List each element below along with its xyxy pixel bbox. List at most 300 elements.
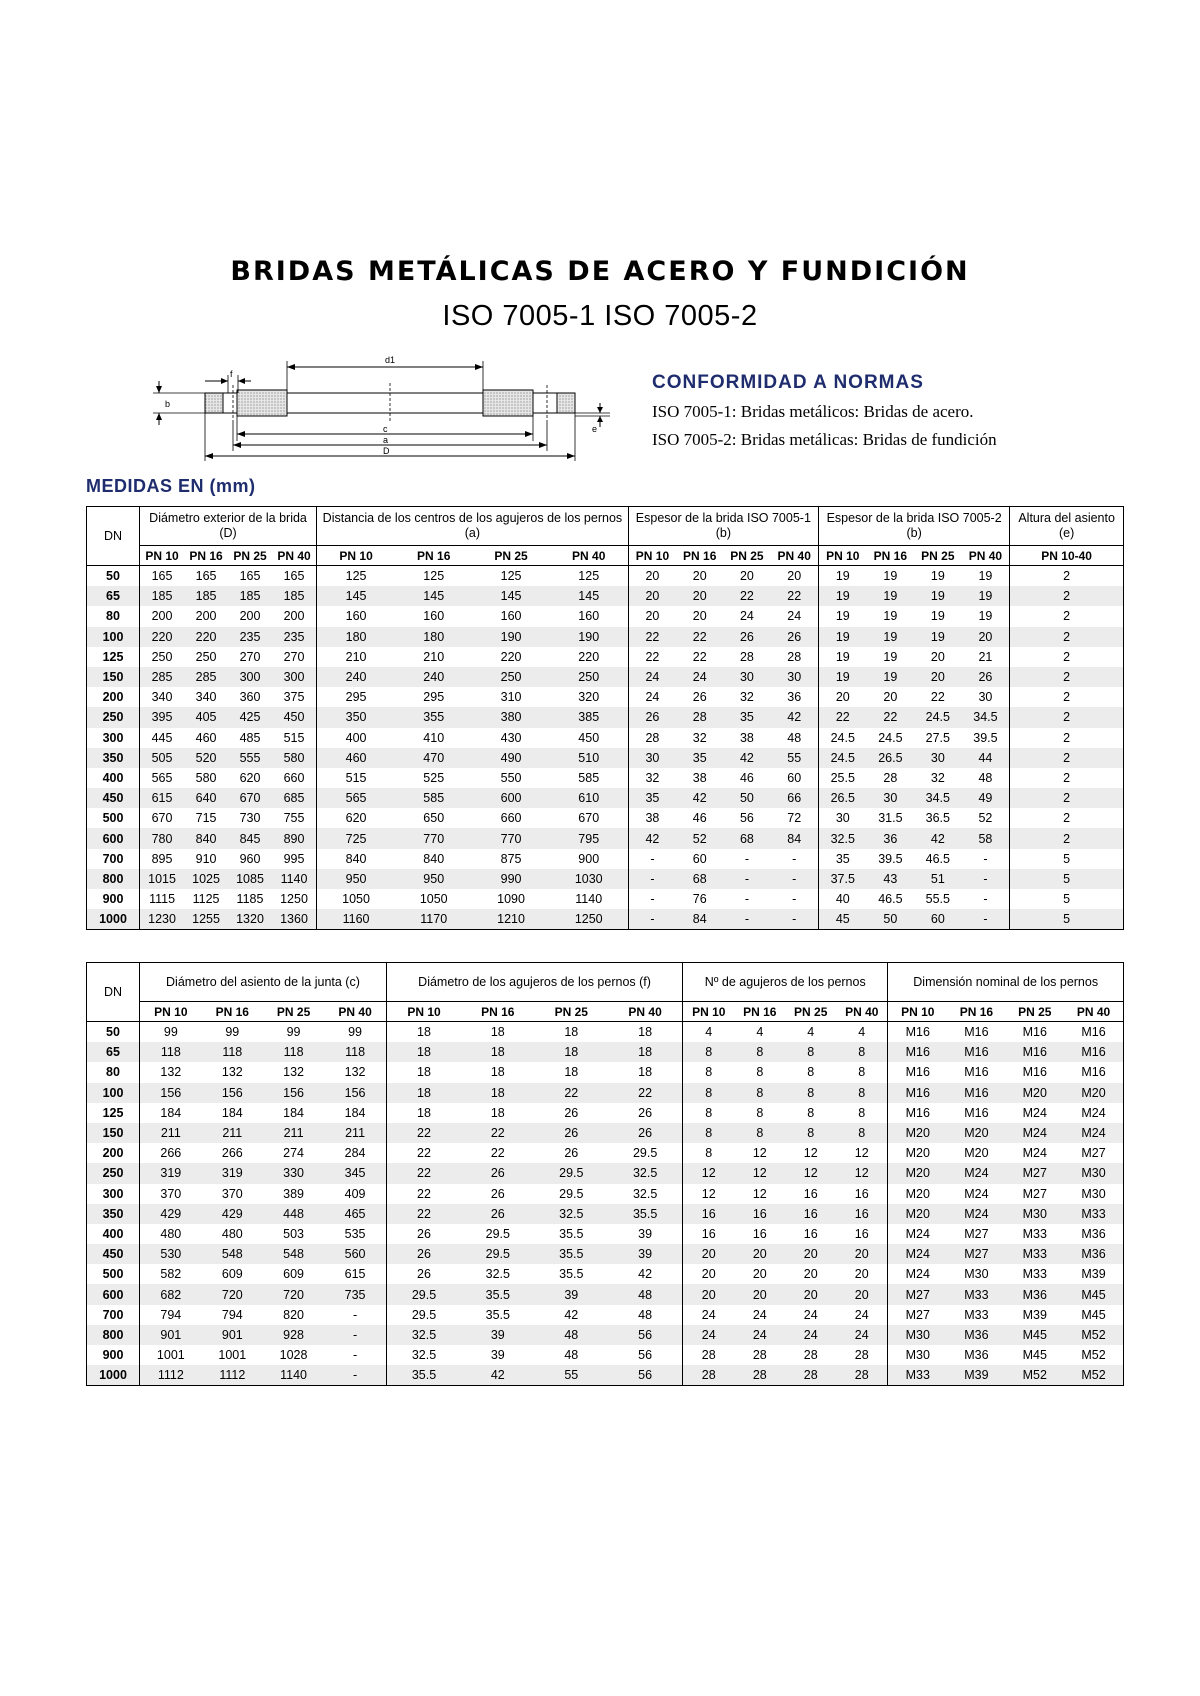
table-cell: 26 <box>386 1244 461 1264</box>
table-cell: M52 <box>1064 1325 1123 1345</box>
table-cell: 42 <box>461 1365 535 1386</box>
table-cell: 48 <box>771 728 819 748</box>
conformidad-section <box>652 372 1152 458</box>
table-cell: 156 <box>202 1083 263 1103</box>
table-cell: 409 <box>324 1184 386 1204</box>
table-cell: 35.5 <box>386 1365 461 1386</box>
dn-cell: 125 <box>87 647 140 667</box>
table-cell: 5 <box>1010 869 1124 889</box>
table-cell: 132 <box>140 1062 202 1082</box>
table-cell: 165 <box>195 569 217 584</box>
table-cell: M16 <box>947 1083 1005 1103</box>
table-cell: 38 <box>628 808 676 828</box>
table-cell: 118 <box>263 1042 324 1062</box>
table-cell: 50 <box>723 788 770 808</box>
table-cell: 794 <box>140 1305 202 1325</box>
table-cell: 360 <box>239 690 261 705</box>
dn-cell: 400 <box>87 768 140 788</box>
table-cell: 19 <box>883 569 898 584</box>
table-cell: 385 <box>550 707 629 727</box>
table-cell: M20 <box>964 1146 989 1161</box>
table-row <box>87 667 1124 687</box>
table-cell: 42 <box>914 828 961 848</box>
table-cell: 220 <box>140 627 185 647</box>
table-cell: 22 <box>771 586 819 606</box>
table-cell: 180 <box>317 627 395 647</box>
table-cell: 1230 <box>140 909 185 930</box>
table-cell: 503 <box>283 1226 304 1241</box>
table-cell: 22 <box>723 586 770 606</box>
table-cell: M16 <box>888 1022 947 1043</box>
table-row <box>87 606 1124 626</box>
group-header: Espesor de la brida ISO 7005-1 (b) <box>628 507 818 546</box>
table-cell: 555 <box>228 748 272 768</box>
pn-subheader: PN 16 <box>461 1002 535 1022</box>
table-cell: 56 <box>739 811 754 826</box>
table-cell: M24 <box>1022 1146 1047 1161</box>
table-cell: 19 <box>867 627 914 647</box>
table-cell: M16 <box>947 1042 1005 1062</box>
table-cell: M30 <box>1064 1184 1123 1204</box>
table-row <box>87 1244 1124 1264</box>
pn-subheader: PN 25 <box>535 1002 609 1022</box>
table-cell: M33 <box>1064 1204 1123 1224</box>
table-cell: - <box>628 909 676 930</box>
table-cell: 200 <box>272 606 317 626</box>
table-cell: 29.5 <box>386 1305 461 1325</box>
table-cell: 19 <box>867 667 914 687</box>
table-cell: 18 <box>564 1025 579 1040</box>
table-cell: 525 <box>423 770 445 785</box>
dn-cell: 200 <box>87 687 140 707</box>
table-cell: M33 <box>947 1284 1005 1304</box>
table-cell: 1160 <box>317 909 395 930</box>
table-cell: 22 <box>628 647 676 667</box>
pn-subheader: PN 16 <box>202 1002 263 1022</box>
table-cell: M39 <box>947 1365 1005 1386</box>
table-cell: 1250 <box>272 889 317 909</box>
table-row <box>87 869 1124 889</box>
table-cell: 24 <box>628 687 676 707</box>
table-cell: 84 <box>771 828 819 848</box>
table-cell: 720 <box>202 1284 263 1304</box>
table-cell: M30 <box>888 1325 947 1345</box>
table-cell: 50 <box>867 909 914 930</box>
table-cell: 20 <box>785 1244 836 1264</box>
table-cell: 125 <box>317 566 395 587</box>
table-cell: 8 <box>836 1123 888 1143</box>
table-cell: 20 <box>785 1284 836 1304</box>
table-cell: 24.5 <box>914 707 961 727</box>
table-cell: 28 <box>803 1348 818 1363</box>
table-row <box>87 707 1124 727</box>
table-cell: 184 <box>283 1105 304 1120</box>
table-cell: 55 <box>535 1365 609 1386</box>
table-cell: 22 <box>535 1083 609 1103</box>
table-cell: 725 <box>317 828 395 848</box>
table-cell: 650 <box>423 811 445 826</box>
table-cell: 18 <box>386 1083 461 1103</box>
table-cell: 620 <box>317 808 395 828</box>
table-cell: 16 <box>836 1204 888 1224</box>
table-cell: - <box>962 909 1010 930</box>
table-cell: 720 <box>263 1284 324 1304</box>
table-cell: M30 <box>1064 1163 1123 1183</box>
table-cell: 60 <box>692 851 707 866</box>
table-cell: 39 <box>608 1224 683 1244</box>
table-cell: M20 <box>1006 1083 1064 1103</box>
pn-subheader: PN 16 <box>184 546 228 566</box>
table-cell: 118 <box>140 1042 202 1062</box>
table-cell: 1140 <box>263 1365 324 1386</box>
table-cell: 2 <box>1010 647 1124 667</box>
pn-subheader: PN 25 <box>1006 1002 1064 1022</box>
table-cell: 29.5 <box>386 1284 461 1304</box>
table-cell: 125 <box>423 569 445 584</box>
table-cell: 18 <box>490 1065 505 1080</box>
medidas-label: MEDIDAS EN (mm) <box>86 476 256 496</box>
table-row <box>87 1365 1124 1386</box>
table-cell: 35.5 <box>535 1244 609 1264</box>
table-cell: 145 <box>317 586 395 606</box>
table-cell: 27.5 <box>925 730 950 745</box>
table-row <box>87 1325 1124 1345</box>
table-cell: 185 <box>140 586 185 606</box>
table-row <box>87 1224 1124 1244</box>
table-cell: 16 <box>734 1204 785 1224</box>
dn-cell: 80 <box>87 1062 140 1082</box>
table-cell: M33 <box>964 1307 989 1322</box>
table-cell: 8 <box>836 1103 888 1123</box>
table-cell: 51 <box>914 869 961 889</box>
table-cell: 565 <box>140 768 185 788</box>
table-cell: 1140 <box>272 869 317 889</box>
table-cell: 28 <box>836 1345 888 1365</box>
table-cell: 19 <box>883 649 898 664</box>
table-cell: 18 <box>386 1103 461 1123</box>
table-cell: 99 <box>286 1025 301 1040</box>
table-cell: M24 <box>888 1224 947 1244</box>
table-cell: 1028 <box>279 1348 308 1363</box>
table-cell: 19 <box>914 586 961 606</box>
table-cell: 18 <box>386 1042 461 1062</box>
pn-subheader: PN 40 <box>771 546 819 566</box>
table-cell: 580 <box>195 770 217 785</box>
table-cell: - <box>628 889 676 909</box>
table-cell: 295 <box>423 690 445 705</box>
table-cell: 55.5 <box>925 892 950 907</box>
table-cell: 46.5 <box>878 892 903 907</box>
table-cell: 26 <box>962 667 1010 687</box>
table-cell: - <box>324 1305 386 1325</box>
table-cell: 26 <box>564 1105 579 1120</box>
table-cell: M24 <box>964 1186 989 1201</box>
table-cell: 370 <box>140 1184 202 1204</box>
table-cell: 2 <box>1010 748 1124 768</box>
table-row <box>87 889 1124 909</box>
group-header: Diámetro de los agujeros de los pernos (f) <box>386 963 682 1002</box>
table-cell: - <box>771 889 819 909</box>
dn-cell: 800 <box>87 869 140 889</box>
table-cell: 8 <box>785 1083 836 1103</box>
table-cell: 609 <box>283 1267 304 1282</box>
table-cell: 250 <box>550 667 629 687</box>
table-cell: 26 <box>628 707 676 727</box>
table-cell: M27 <box>888 1305 947 1325</box>
table-cell: 18 <box>535 1042 609 1062</box>
table-cell: 1090 <box>497 892 525 907</box>
table-row <box>87 788 1124 808</box>
table-cell: 470 <box>395 748 472 768</box>
table-cell: 320 <box>550 687 629 707</box>
table-cell: 5 <box>1010 909 1124 930</box>
table-cell: 2 <box>1010 808 1124 828</box>
table-cell: M45 <box>1064 1305 1123 1325</box>
table-cell: 450 <box>272 707 317 727</box>
table-row <box>87 808 1124 828</box>
table-cell: 35.5 <box>559 1226 584 1241</box>
table-cell: 35.5 <box>559 1267 584 1282</box>
table-cell: 190 <box>472 627 549 647</box>
table-cell: 8 <box>836 1083 888 1103</box>
table-cell: 20 <box>818 687 866 707</box>
table-cell: 24 <box>771 606 819 626</box>
table-cell: 20 <box>628 566 676 587</box>
table-cell: - <box>723 909 770 930</box>
table-cell: 35 <box>723 707 770 727</box>
table-cell: 520 <box>184 748 228 768</box>
table-cell: 18 <box>490 1025 505 1040</box>
table-cell: 582 <box>140 1264 202 1284</box>
table-cell: 19 <box>867 586 914 606</box>
table-cell: 270 <box>272 647 317 667</box>
table-cell: 184 <box>221 1105 243 1120</box>
table-cell: 609 <box>221 1267 243 1282</box>
dn-cell: 250 <box>87 1163 140 1183</box>
diagram-label-f: f <box>230 369 233 379</box>
table-cell: 5 <box>1010 889 1124 909</box>
table-cell: 38 <box>739 730 754 745</box>
table-cell: 26 <box>386 1224 461 1244</box>
conformidad-line: ISO 7005-1: Bridas metálicos: Bridas de acero. <box>652 402 974 421</box>
table-cell: 43 <box>867 869 914 889</box>
table-row <box>87 1345 1124 1365</box>
table-cell: 1050 <box>419 892 448 907</box>
table-row <box>87 687 1124 707</box>
table-cell: M45 <box>1006 1325 1064 1345</box>
table-cell: 118 <box>324 1042 386 1062</box>
table-cell: M27 <box>1006 1163 1064 1183</box>
table-cell: 22 <box>490 1146 505 1161</box>
table-row <box>87 748 1124 768</box>
table-cell: 32 <box>739 690 754 705</box>
table-cell: - <box>324 1365 386 1386</box>
table-cell: 12 <box>836 1143 888 1163</box>
table-cell: 1050 <box>317 889 395 909</box>
table-cell: 42 <box>608 1264 683 1284</box>
pn-subheader: PN 40 <box>324 1002 386 1022</box>
table-cell: 24 <box>628 667 676 687</box>
table-cell: 8 <box>756 1065 764 1080</box>
table-cell: 820 <box>283 1307 304 1322</box>
table-cell: 28 <box>628 728 676 748</box>
table-cell: 845 <box>228 828 272 848</box>
group-header: Dimensión nominal de los pernos <box>888 963 1124 1002</box>
table-cell: 19 <box>818 627 866 647</box>
table-cell: 4 <box>683 1022 735 1043</box>
table-cell: M20 <box>888 1163 947 1183</box>
table-cell: 19 <box>930 569 945 584</box>
table-cell: 20 <box>692 609 707 624</box>
pn-subheader: PN 10-40 <box>1010 546 1124 566</box>
table-cell: 565 <box>317 788 395 808</box>
pn-subheader: PN 10 <box>140 1002 202 1022</box>
table-cell: 24 <box>836 1305 888 1325</box>
table-cell: M30 <box>964 1267 989 1282</box>
table-cell: 515 <box>317 768 395 788</box>
table-cell: 1170 <box>395 909 472 930</box>
table-cell: M27 <box>947 1244 1005 1264</box>
table-cell: 730 <box>239 811 261 826</box>
table-cell: 145 <box>472 586 549 606</box>
table-row <box>87 1163 1124 1183</box>
table-cell: 19 <box>818 667 866 687</box>
table-cell: 211 <box>202 1123 263 1143</box>
pn-subheader: PN 10 <box>628 546 676 566</box>
table-cell: 485 <box>239 730 261 745</box>
table-cell: M52 <box>1064 1365 1123 1386</box>
table-cell: 28 <box>683 1365 735 1386</box>
table-cell: 795 <box>550 828 629 848</box>
table-cell: 901 <box>202 1325 263 1345</box>
table-cell: 156 <box>140 1083 202 1103</box>
table-row <box>87 828 1124 848</box>
table-cell: 26 <box>461 1163 535 1183</box>
table-cell: 19 <box>883 609 898 624</box>
table-cell: - <box>723 869 770 889</box>
table-row <box>87 1062 1124 1082</box>
table-cell: M36 <box>964 1348 989 1363</box>
table-cell: 132 <box>221 1065 243 1080</box>
pn-subheader: PN 40 <box>1064 1002 1123 1022</box>
page-subtitle: ISO 7005-1 ISO 7005-2 <box>442 300 758 332</box>
table-cell: 32.5 <box>608 1184 683 1204</box>
table-cell: 220 <box>550 647 629 667</box>
table-cell: 460 <box>317 748 395 768</box>
table-cell: 42 <box>564 1307 579 1322</box>
table-cell: 145 <box>550 586 629 606</box>
dimensions-table-1 <box>86 506 1124 930</box>
table-cell: 660 <box>272 768 317 788</box>
table-cell: 28 <box>734 1365 785 1386</box>
dn-cell: 80 <box>87 606 140 626</box>
table-cell: 24.5 <box>818 748 866 768</box>
table-cell: 465 <box>324 1204 386 1224</box>
table-cell: - <box>771 909 819 930</box>
table-cell: 20 <box>628 606 676 626</box>
table-cell: 32 <box>628 768 676 788</box>
table-cell: 8 <box>683 1083 735 1103</box>
table-cell: 190 <box>550 627 629 647</box>
table-cell: 840 <box>423 851 445 866</box>
table-cell: 165 <box>272 566 317 587</box>
table-cell: 270 <box>239 649 261 664</box>
table-cell: 12 <box>683 1163 735 1183</box>
dn-cell: 500 <box>87 1264 140 1284</box>
table-cell: 16 <box>683 1204 735 1224</box>
pn-subheader: PN 25 <box>472 546 549 566</box>
table-cell: 510 <box>550 748 629 768</box>
table-cell: 1185 <box>236 892 264 907</box>
table-cell: 1210 <box>472 909 549 930</box>
table-cell: - <box>324 1345 386 1365</box>
dn-cell: 700 <box>87 1305 140 1325</box>
table-cell: 20 <box>836 1264 888 1284</box>
table-cell: 46 <box>692 811 707 826</box>
table-cell: 770 <box>395 828 472 848</box>
table-cell: M27 <box>1022 1186 1047 1201</box>
table-cell: 32.5 <box>485 1267 510 1282</box>
table-cell: 125 <box>550 566 629 587</box>
table-cell: M52 <box>1064 1345 1123 1365</box>
table-row <box>87 1204 1124 1224</box>
table-cell: M36 <box>1006 1284 1064 1304</box>
table-cell: 8 <box>683 1042 735 1062</box>
table-cell: 794 <box>221 1307 243 1322</box>
table-cell: 145 <box>395 586 472 606</box>
table-cell: 165 <box>239 569 261 584</box>
table-cell: - <box>628 869 676 889</box>
dn-cell: 600 <box>87 828 140 848</box>
table-cell: 615 <box>324 1264 386 1284</box>
table-cell: 585 <box>550 768 629 788</box>
table-cell: M39 <box>1022 1307 1047 1322</box>
conformidad-line: ISO 7005-2: Bridas metálicas: Bridas de fundición <box>652 430 997 449</box>
table-cell: 670 <box>140 808 185 828</box>
table-row <box>87 1042 1124 1062</box>
table-cell: 28 <box>752 1348 767 1363</box>
table-cell: 26 <box>608 1103 683 1123</box>
table-cell: 19 <box>818 647 866 667</box>
diagram-label-e: e <box>592 424 598 434</box>
table-cell: 22 <box>676 627 723 647</box>
table-cell: 2 <box>1010 828 1124 848</box>
table-cell: 20 <box>752 1267 767 1282</box>
table-cell: - <box>324 1325 386 1345</box>
table-cell: 165 <box>140 566 185 587</box>
table-cell: 211 <box>140 1123 202 1143</box>
table-cell: 560 <box>324 1244 386 1264</box>
table-cell: 16 <box>752 1226 767 1241</box>
table-cell: 16 <box>836 1184 888 1204</box>
table-cell: 240 <box>395 667 472 687</box>
table-cell: M24 <box>1006 1123 1064 1143</box>
table-cell: M16 <box>888 1042 947 1062</box>
table-cell: 250 <box>195 649 217 664</box>
table-cell: 211 <box>263 1123 324 1143</box>
table-cell: 185 <box>228 586 272 606</box>
table-cell: 548 <box>202 1244 263 1264</box>
dn-cell: 100 <box>87 1083 140 1103</box>
dn-cell: 700 <box>87 849 140 869</box>
table-cell: 38 <box>692 770 707 785</box>
table-cell: 36.5 <box>925 811 950 826</box>
table-cell: M45 <box>1022 1348 1047 1363</box>
table-row <box>87 1184 1124 1204</box>
pn-subheader: PN 10 <box>683 1002 735 1022</box>
table-cell: 1112 <box>202 1365 263 1386</box>
dn-cell: 450 <box>87 1244 140 1264</box>
